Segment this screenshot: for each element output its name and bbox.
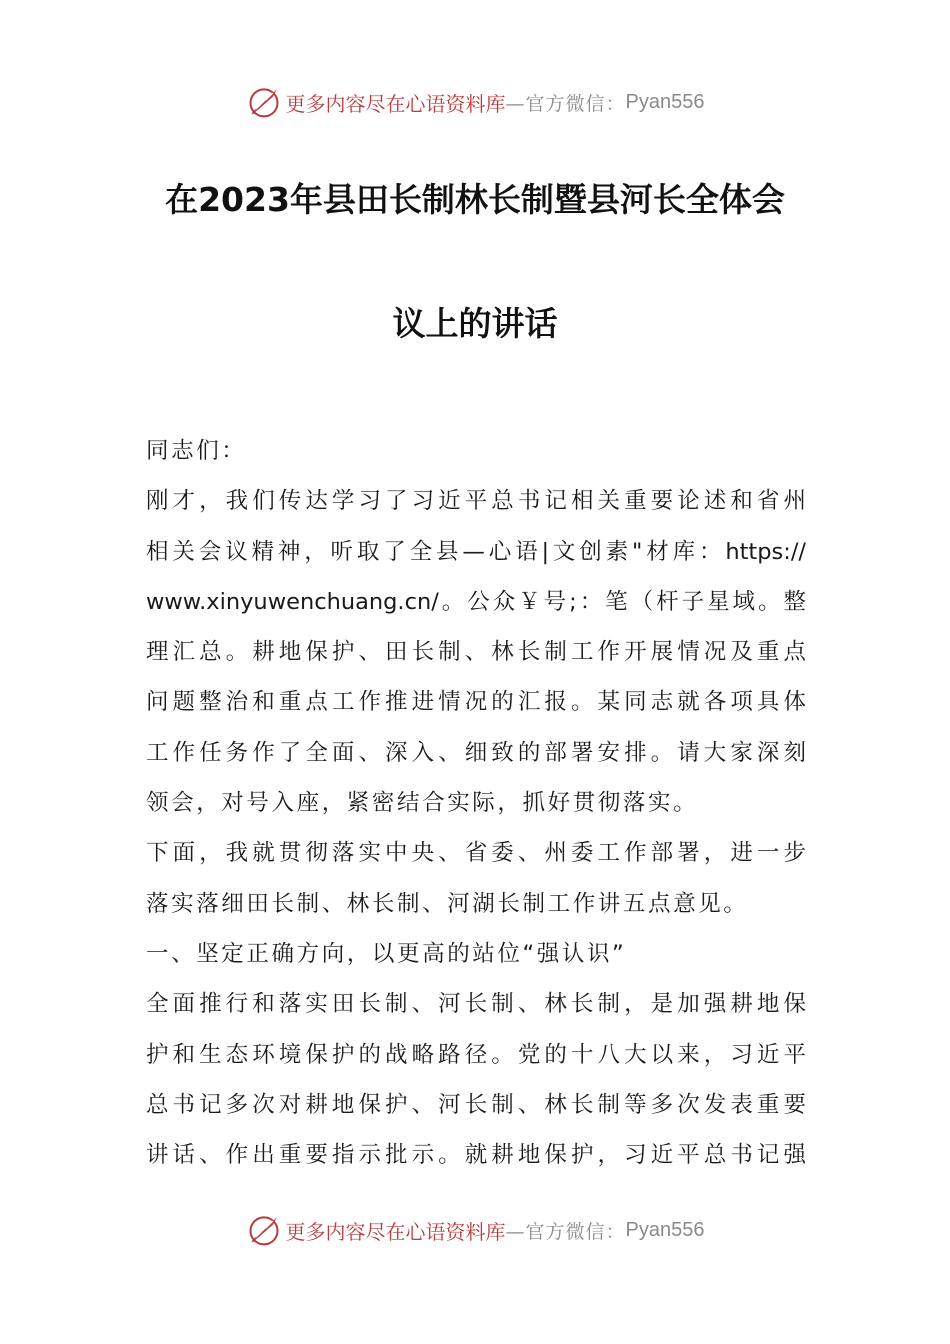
footer-brand-text: 更多内容尽在心语资料库 (285, 1219, 506, 1244)
footer-wechat-id: Pyan556 (625, 1218, 705, 1241)
header-wechat-id: Pyan556 (625, 90, 705, 113)
section-heading-1: 一、坚定正确方向，以更高的站位“强认识” (146, 940, 627, 967)
body-line: 全面推行和落实田长制、河长制、林长制，是加强耕地保 (146, 991, 806, 1018)
salutation-line: 同志们： (146, 438, 247, 464)
body-line: 护和生态环境保护的战略路径。党的十八大以来，习近平 (146, 1041, 806, 1068)
body-line: 讲话、作出重要指示批示。就耕地保护，习近平总书记强 (146, 1142, 806, 1169)
body-line: 总书记多次对耕地保护、河长制、林长制等多次发表重要 (146, 1091, 806, 1118)
header-contact-label: —官方微信： (505, 92, 626, 115)
body-line: 相关会议精神，听取了全县—心语|文创素"材库：https:// (146, 538, 806, 565)
body-line: 工作任务作了全面、深入、细致的部署安排。请大家深刻 (146, 739, 806, 766)
document-title-line-1: 在2023年县田长制林长制暨县河长全体会 (165, 180, 785, 219)
footer-banner (0, 1210, 950, 1250)
body-line: 刚才，我们传达学习了习近平总书记相关重要论述和省州 (146, 488, 806, 515)
document-title-line-2: 议上的讲话 (392, 304, 558, 343)
body-line: 理汇总。耕地保护、田长制、林长制工作开展情况及重点 (146, 639, 806, 666)
body-line: 问题整治和重点工作推进情况的汇报。某同志就各项具体 (146, 689, 806, 716)
body-line: www.xinyuwenchuang.cn/。公众￥号;：笔（杆子星域。整 (146, 588, 806, 615)
quill-pen-logo-icon (246, 84, 282, 120)
header-banner (0, 82, 950, 122)
document-body (146, 426, 806, 1180)
body-line: 落实落细田长制、林长制、河湖长制工作讲五点意见。 (146, 890, 749, 917)
quill-pen-logo-icon (246, 1212, 282, 1248)
body-line: 领会，对号入座，紧密结合实际，抓好贯彻落实。 (146, 790, 699, 817)
footer-contact-label: —官方微信： (505, 1220, 626, 1243)
body-line: 下面，我就贯彻落实中央、省委、州委工作部署，进一步 (146, 840, 806, 867)
header-brand-text: 更多内容尽在心语资料库 (285, 91, 506, 116)
